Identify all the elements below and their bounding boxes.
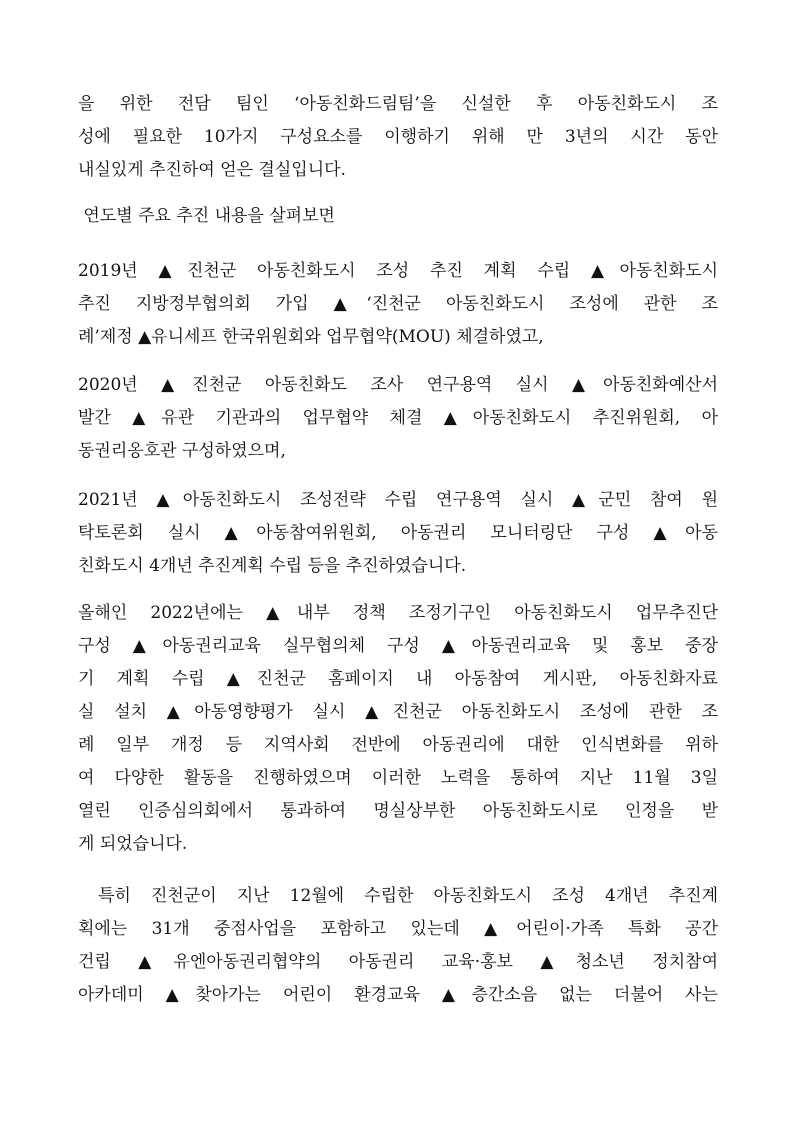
text-line: 게 되었습니다. [78, 834, 188, 854]
text-line: 내실있게 추진하여 얻은 결실입니다. [78, 160, 346, 180]
text-line: 특히 진천군이 지난 12월에 수립한 아동친화도시 조성 4개년 추진계 [78, 886, 718, 906]
paragraph-2019 [78, 255, 718, 354]
text-line: 발간 ▲유관 기관과의 업무협약 체결 ▲아동친화도시 추진위원회, 아 [78, 408, 718, 428]
text-line: 탁토론회 실시 ▲아동참여위원회, 아동권리 모니터링단 구성 ▲아동 [78, 523, 718, 543]
text-line: 실 설치 ▲아동영향평가 실시 ▲진천군 아동친화도시 조성에 관한 조 [78, 702, 718, 722]
text-line: 추진 지방정부협의회 가입 ▲‘진천군 아동친화도시 조성에 관한 조 [78, 294, 718, 314]
text-line: 획에는 31개 중점사업을 포함하고 있는데 ▲어린이·가족 특화 공간 [78, 919, 718, 939]
text-line: 친화도시 4개년 추진계획 수립 등을 추진하였습니다. [78, 556, 467, 576]
text-line: 2019년 ▲진천군 아동친화도시 조성 추진 계획 수립 ▲아동친화도시 [78, 261, 718, 281]
text-line: 기 계획 수립 ▲진천군 홈페이지 내 아동참여 게시판, 아동친화자료 [78, 669, 718, 689]
paragraph-2022 [78, 597, 718, 861]
paragraph-2021 [78, 484, 718, 583]
text-line: 2021년 ▲아동친화도시 조성전략 수립 연구용역 실시 ▲군민 참여 원 [78, 490, 718, 510]
paragraph-four-year-plan [78, 880, 718, 1012]
text-line: 례 일부 개정 등 지역사회 전반에 아동권리에 대한 인식변화를 위하 [78, 735, 718, 755]
text-line: 례’제정 ▲유니세프 한국위원회와 업무협약(MOU) 체결하였고, [78, 327, 544, 347]
paragraph-yearly-intro [78, 200, 718, 233]
text-line: 2020년 ▲진천군 아동친화도 조사 연구용역 실시 ▲아동친화예산서 [78, 375, 718, 395]
text-line: 건립 ▲유엔아동권리협약의 아동권리 교육·홍보 ▲청소년 정치참여 [78, 952, 718, 972]
paragraph-intro-continuation [78, 88, 718, 187]
text-line: 을 위한 전담 팀인 ‘아동친화드림팀’을 신설한 후 아동친화도시 조 [78, 94, 718, 114]
text-line: 아카데미 ▲찾아가는 어린이 환경교육 ▲층간소음 없는 더불어 사는 [78, 985, 718, 1005]
text-line: 구성 ▲아동권리교육 실무협의체 구성 ▲아동권리교육 및 홍보 중장 [78, 636, 718, 656]
text-line: 열린 인증심의회에서 통과하여 명실상부한 아동친화도시로 인정을 받 [78, 801, 718, 821]
text-line: 동권리옹호관 구성하였으며, [78, 441, 286, 461]
text-line: 연도별 주요 추진 내용을 살펴보면 [78, 206, 335, 226]
paragraph-2020 [78, 369, 718, 468]
text-line: 성에 필요한 10가지 구성요소를 이행하기 위해 만 3년의 시간 동안 [78, 127, 718, 147]
text-line: 여 다양한 활동을 진행하였으며 이러한 노력을 통하여 지난 11월 3일 [78, 768, 718, 788]
text-line: 올해인 2022년에는 ▲내부 정책 조정기구인 아동친화도시 업무추진단 [78, 603, 718, 623]
